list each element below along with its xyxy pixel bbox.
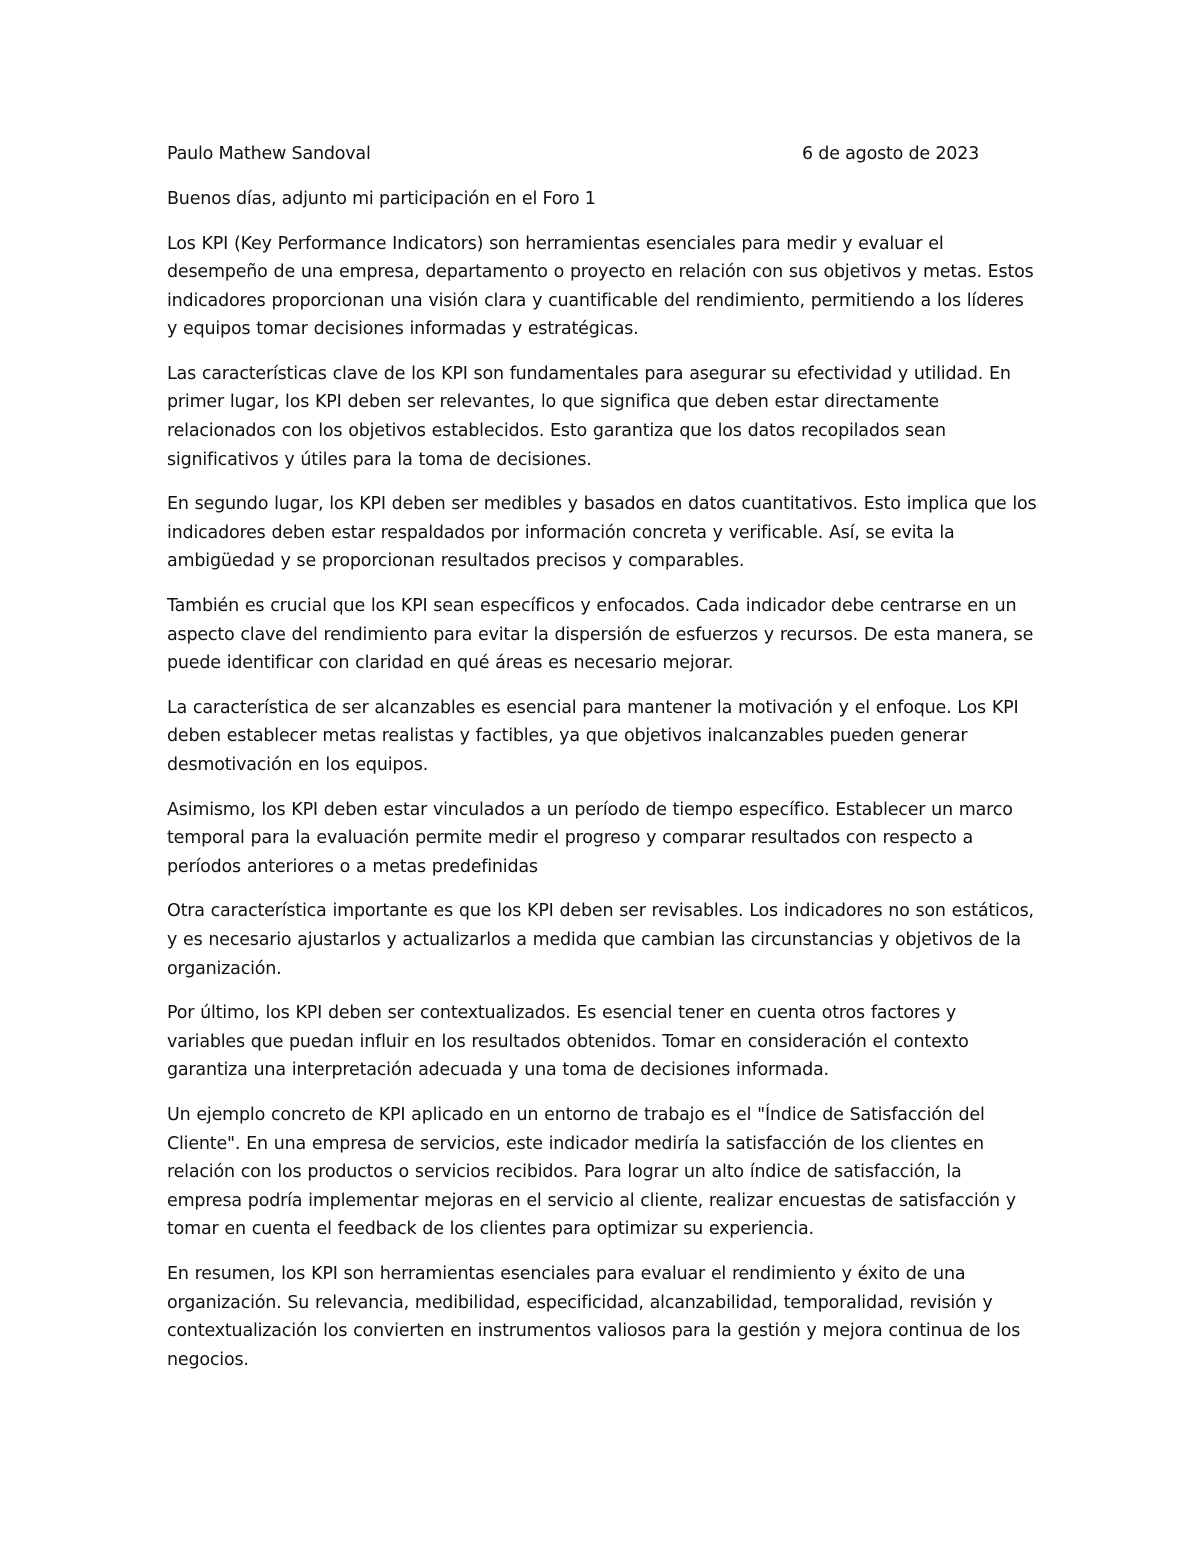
document-date: 6 de agosto de 2023	[802, 144, 980, 164]
paragraph-specific: También es crucial que los KPI sean específicos y enfocados. Cada indicador debe centrarse en un aspecto clave del rendimiento para evitar la dispersión de esfuerzos y recursos. De esta manera, se puede identificar con claridad en qué áreas es necesario mejorar.	[167, 596, 1034, 674]
paragraph-relevance: Las características clave de los KPI son fundamentales para asegurar su efectividad y utilidad. En primer lugar, los KPI deben ser relevantes, lo que significa que deben estar directamente relacionados con los objetivos establecidos. Esto garantiza que los datos recopilados sean significativos y útiles para la toma de decisiones.	[167, 363, 1011, 470]
document-header	[167, 140, 1037, 170]
paragraph-contextualized: Por último, los KPI deben ser contextualizados. Es esencial tener en cuenta otros factores y variables que puedan influir en los resultados obtenidos. Tomar en consideración el contexto garantiza una interpretación adecuada y una toma de decisiones informada.	[167, 1003, 969, 1081]
paragraph-time-bound: Asimismo, los KPI deben estar vinculados a un período de tiempo específico. Establecer un marco temporal para la evaluación permite medir el progreso y comparar resultados con respecto a períodos anteriores o a metas predefinidas	[167, 799, 1013, 877]
paragraph-reviewable: Otra característica importante es que los KPI deben ser revisables. Los indicadores no son estáticos, y es necesario ajustarlos y actualizarlos a medida que cambian las circunstancias y objetivos de la organización.	[167, 901, 1034, 979]
paragraph-summary: En resumen, los KPI son herramientas esenciales para evaluar el rendimiento y éxito de una organización. Su relevancia, medibilidad, especificidad, alcanzabilidad, temporalidad, revisión y contextualización los convierten en instrumentos valiosos para la gestión y mejora continua de los negocios.	[167, 1263, 1021, 1370]
paragraph-measurable: En segundo lugar, los KPI deben ser medibles y basados en datos cuantitativos. Esto implica que los indicadores deben estar respaldados por información concreta y verificable. Así, se evita la ambigüedad y se proporcionan resultados precisos y comparables.	[167, 494, 1037, 572]
document-body	[167, 140, 1037, 1374]
paragraph-achievable: La característica de ser alcanzables es esencial para mantener la motivación y el enfoque. Los KPI deben establecer metas realistas y factibles, ya que objetivos inalcanzables pueden generar desmotivación en los equipos.	[167, 697, 1019, 775]
paragraph-intro: Los KPI (Key Performance Indicators) son herramientas esenciales para medir y evaluar el desempeño de una empresa, departamento o proyecto en relación con sus objetivos y metas. Estos indicadores proporcionan una visión clara y cuantificable del rendimiento, permitiendo a los líderes y equipos tomar decisiones informadas y estratégicas.	[167, 233, 1034, 340]
author-name: Paulo Mathew Sandoval	[167, 144, 371, 164]
paragraph-example: Un ejemplo concreto de KPI aplicado en un entorno de trabajo es el "Índice de Satisfacción del Cliente". En una empresa de servicios, este indicador mediría la satisfacción de los clientes en relación con los productos o servicios recibidos. Para lograr un alto índice de satisfacción, la empresa podría implementar mejoras en el servicio al cliente, realizar encuestas de satisfacción y tomar en cuenta el feedback de los clientes para optimizar su experiencia.	[167, 1104, 1016, 1240]
greeting: Buenos días, adjunto mi participación en el Foro 1	[167, 189, 596, 209]
